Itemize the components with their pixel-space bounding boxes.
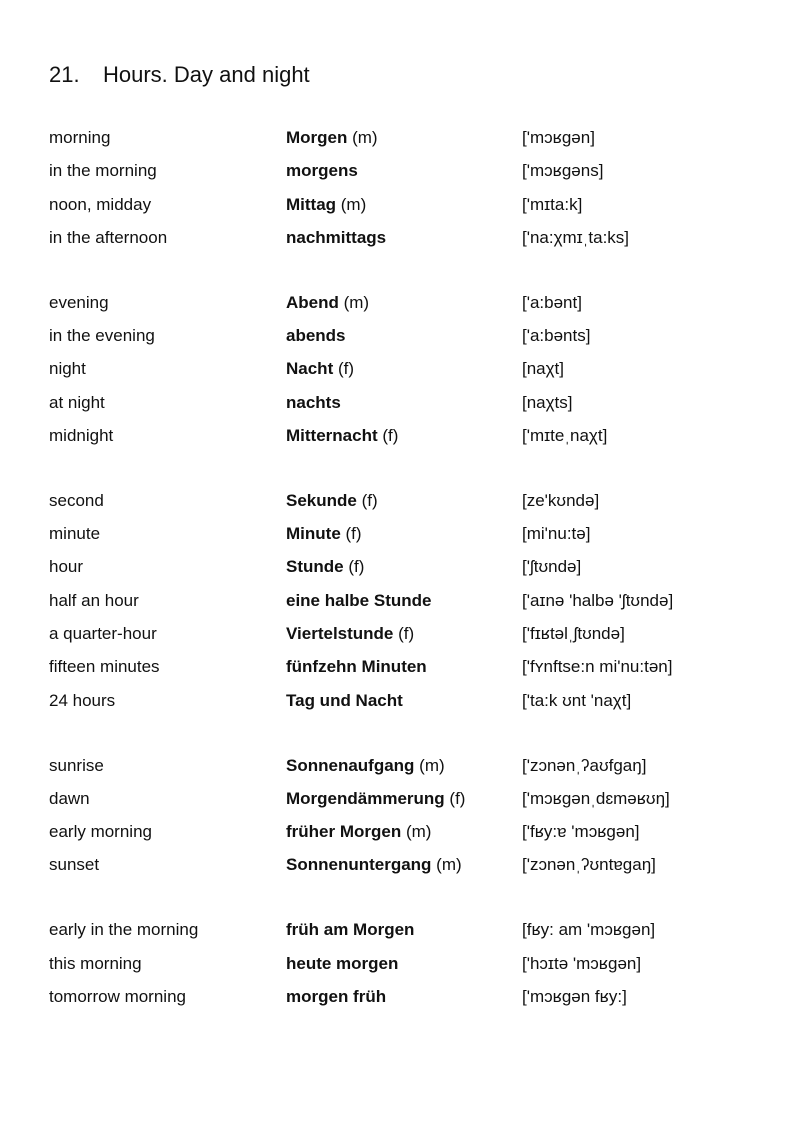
- vocab-row: [49, 191, 749, 224]
- gender-marker: (m): [431, 855, 462, 875]
- german-term: [286, 785, 465, 813]
- gender-marker: (m): [336, 194, 367, 214]
- pronunciation: ['fɪʁtəlˌʃtʊndə]: [522, 624, 625, 644]
- german-term: [286, 289, 369, 317]
- english-term: early morning: [49, 822, 152, 842]
- vocab-row: [49, 983, 749, 1016]
- vocab-row: [49, 224, 749, 257]
- pronunciation: [ze'kʊndə]: [522, 490, 600, 510]
- german-word: Viertelstunde: [286, 624, 394, 644]
- pronunciation: [mi'nu:tə]: [522, 524, 591, 544]
- german-word: früher Morgen: [286, 822, 402, 842]
- english-term: a quarter-hour: [49, 624, 157, 644]
- english-term: at night: [49, 392, 105, 412]
- english-term: sunrise: [49, 755, 104, 775]
- english-term: noon, midday: [49, 194, 152, 214]
- gender-marker: (f): [356, 490, 378, 510]
- english-term: in the afternoon: [49, 227, 168, 247]
- vocab-row: [49, 124, 749, 157]
- german-word: Stunde: [286, 557, 344, 577]
- english-term: hour: [49, 557, 84, 577]
- group-spacer: [49, 455, 749, 487]
- english-term: midnight: [49, 425, 114, 445]
- pronunciation: [fʁy: am 'mɔʁgən]: [522, 920, 656, 940]
- pronunciation: [naχt]: [522, 359, 565, 379]
- german-term: [286, 752, 445, 780]
- german-term: [286, 950, 398, 978]
- english-term: fifteen minutes: [49, 657, 160, 677]
- vocab-row: [49, 587, 749, 620]
- german-term: [286, 422, 398, 450]
- pronunciation: ['zɔnənˌʔʊntɐgaŋ]: [522, 855, 656, 875]
- english-term: half an hour: [49, 590, 139, 610]
- german-term: [286, 157, 358, 185]
- german-term: [286, 916, 414, 944]
- vocab-row: [49, 553, 749, 586]
- german-term: [286, 322, 346, 350]
- vocab-row: [49, 289, 749, 322]
- german-term: [286, 653, 427, 681]
- pronunciation: [naχts]: [522, 392, 573, 412]
- german-term: [286, 587, 431, 615]
- german-word: Sonnenaufgang: [286, 755, 415, 775]
- vocab-row: [49, 620, 749, 653]
- vocab-row: [49, 653, 749, 686]
- german-word: Morgendämmerung: [286, 788, 445, 808]
- german-term: [286, 983, 386, 1011]
- pronunciation: ['mɔʁgən]: [522, 128, 595, 147]
- pronunciation: ['a:bənt]: [522, 292, 582, 312]
- pronunciation: ['ʃtʊndə]: [522, 557, 582, 577]
- english-term: in the evening: [49, 326, 155, 346]
- gender-marker: (f): [333, 359, 355, 379]
- vocab-row: [49, 355, 749, 388]
- gender-marker: (f): [343, 557, 365, 577]
- gender-marker: (f): [444, 788, 466, 808]
- german-word: eine halbe Stunde: [286, 590, 432, 610]
- english-term: sunset: [49, 855, 100, 875]
- gender-marker: (m): [401, 822, 432, 842]
- german-word: Mittag: [286, 194, 337, 214]
- german-word: nachts: [286, 392, 341, 412]
- pronunciation: ['fʏnftse:n mi'nu:tən]: [522, 657, 673, 677]
- german-term: [286, 191, 366, 219]
- english-term: tomorrow morning: [49, 986, 186, 1006]
- german-term: [286, 124, 378, 152]
- gender-marker: (m): [347, 128, 378, 147]
- pronunciation: ['mɔʁgənˌdɛməʁʊŋ]: [522, 788, 670, 808]
- english-term: early in the morning: [49, 920, 199, 940]
- page-title: [49, 62, 310, 88]
- german-word: früh am Morgen: [286, 920, 415, 940]
- english-term: dawn: [49, 788, 90, 808]
- german-word: Abend: [286, 292, 339, 312]
- pronunciation: ['fʁy:ɐ 'mɔʁgən]: [522, 822, 640, 842]
- german-word: fünfzehn Minuten: [286, 657, 427, 677]
- vocab-row: [49, 520, 749, 553]
- vocab-row: [49, 916, 749, 949]
- pronunciation: ['ta:k ʊnt 'naχt]: [522, 690, 632, 710]
- pronunciation: ['a:bənts]: [522, 326, 591, 346]
- english-term: morning: [49, 128, 111, 147]
- pronunciation: ['hɔɪtə 'mɔʁgən]: [522, 953, 642, 973]
- pronunciation: ['mɔʁgəns]: [522, 161, 604, 181]
- german-term: [286, 487, 378, 515]
- german-term: [286, 224, 386, 252]
- pronunciation: ['mɪta:k]: [522, 194, 583, 214]
- german-word: heute morgen: [286, 953, 399, 973]
- english-term: evening: [49, 292, 109, 312]
- german-word: Morgen: [286, 128, 348, 147]
- section-number: 21.: [49, 62, 80, 87]
- english-term: this morning: [49, 953, 142, 973]
- pronunciation: ['zɔnənˌʔaʊfgaŋ]: [522, 755, 647, 775]
- pronunciation: ['mɪteˌnaχt]: [522, 425, 608, 445]
- vocab-row: [49, 322, 749, 355]
- pronunciation: ['na:χmɪˌta:ks]: [522, 227, 630, 247]
- english-term: in the morning: [49, 161, 157, 181]
- german-term: [286, 520, 362, 548]
- group-spacer: [49, 885, 749, 917]
- german-word: Sonnenuntergang: [286, 855, 432, 875]
- vocab-row: [49, 950, 749, 983]
- vocab-row: [49, 752, 749, 785]
- german-word: Minute: [286, 524, 341, 544]
- german-term: [286, 851, 462, 879]
- german-word: Nacht: [286, 359, 334, 379]
- vocab-row: [49, 389, 749, 422]
- vocab-row: [49, 487, 749, 520]
- gender-marker: (m): [414, 755, 445, 775]
- german-word: Tag und Nacht: [286, 690, 403, 710]
- pronunciation: ['aɪnə 'halbə 'ʃtʊndə]: [522, 590, 674, 610]
- german-word: Mitternacht: [286, 425, 378, 445]
- group-spacer: [49, 720, 749, 752]
- german-word: morgen früh: [286, 986, 387, 1006]
- group-spacer: [49, 257, 749, 289]
- german-term: [286, 687, 403, 715]
- german-word: morgens: [286, 161, 358, 181]
- german-word: Sekunde: [286, 490, 357, 510]
- gender-marker: (f): [377, 425, 399, 445]
- english-term: night: [49, 359, 86, 379]
- german-term: [286, 355, 354, 383]
- german-term: [286, 553, 364, 581]
- vocab-row: [49, 687, 749, 720]
- gender-marker: (m): [338, 292, 370, 312]
- vocab-row: [49, 818, 749, 851]
- german-term: [286, 620, 414, 648]
- english-term: second: [49, 490, 104, 510]
- vocab-row: [49, 422, 749, 455]
- german-word: abends: [286, 326, 346, 346]
- gender-marker: (f): [340, 524, 362, 544]
- german-term: [286, 389, 341, 417]
- english-term: minute: [49, 524, 101, 544]
- english-term: 24 hours: [49, 690, 116, 710]
- vocabulary-list: [49, 124, 749, 1016]
- german-word: nachmittags: [286, 227, 387, 247]
- vocab-row: [49, 157, 749, 190]
- vocab-row: [49, 785, 749, 818]
- gender-marker: (f): [393, 624, 415, 644]
- german-term: [286, 818, 431, 846]
- section-title: Hours. Day and night: [103, 62, 310, 87]
- pronunciation: ['mɔʁgən fʁy:]: [522, 986, 627, 1006]
- vocab-row: [49, 851, 749, 884]
